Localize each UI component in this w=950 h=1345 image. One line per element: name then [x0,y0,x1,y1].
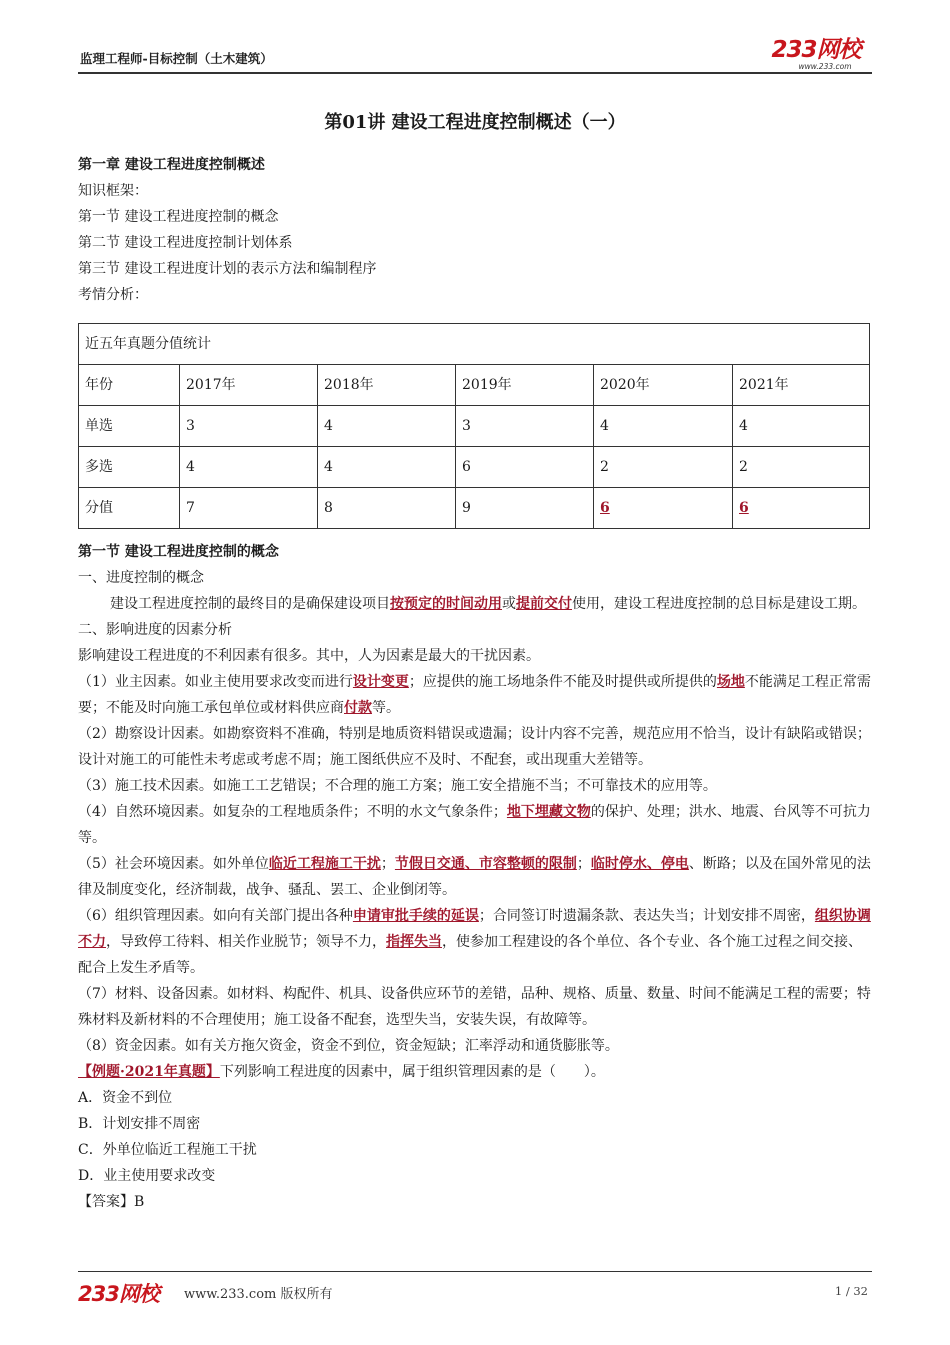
key-term: 临时停水、停电 [590,856,689,872]
table-cell-highlight [594,488,733,529]
table-cell: 3 [456,406,594,447]
table-header-cell: 年份 [79,365,180,406]
key-term: 地下埋藏文物 [506,804,591,820]
table-cell: 6 [456,447,594,488]
table-cell: 8 [318,488,456,529]
analysis-label: 考情分析： [78,287,148,303]
key-term: 场地 [716,674,745,690]
table-cell: 4 [318,406,456,447]
framework-label: 知识框架： [78,183,148,199]
table-header-cell: 2020年 [594,365,733,406]
section-heading: 第一节 建设工程进度控制的概念 [78,544,279,560]
table-header-cell: 2021年 [733,365,870,406]
factor-item: （4）自然环境因素。如复杂的工程地质条件；不明的水文气象条件；地下埋藏文物的保护、处理；洪水、地震、台风等不可抗力等。 [78,804,871,846]
table-caption: 近五年真题分值统计 [79,324,870,365]
logo-url: www.233.com [798,62,852,71]
option-d: D．业主使用要求改变 [78,1168,216,1184]
factor-item: （1）业主因素。如业主使用要求改变而进行设计变更；应提供的施工场地条件不能及时提供或所提供的场地不能满足工程正常需要；不能及时向施工承包单位或材料供应商付款等。 [78,674,871,716]
factor-item: （7）材料、设备因素。如材料、构配件、机具、设备供应环节的差错，品种、规格、质量、数量、时间不能满足工程的需要；特殊材料及新材料的不合理使用；施工设备不配套，选型失当，安装失误，有故障等。 [78,986,871,1028]
key-term: 设计变更 [352,674,409,690]
factor-item: （2）勘察设计因素。如勘察资料不准确，特别是地质资料错误或遗漏；设计内容不完善，规范应用不恰当，设计有缺陷或错误；设计对施工的可能性未考虑或考虑不周；施工图纸供应不及时、不配套，或出现重大差错等。 [78,726,871,768]
key-term: 按预定的时间动用 [390,596,502,612]
table-cell: 4 [733,406,870,447]
answer: 【答案】B [78,1194,145,1210]
table-cell: 3 [180,406,318,447]
key-term: 节假日交通、市容整顿的限制 [394,856,577,872]
paragraph: 影响建设工程进度的不利因素有很多。其中，人为因素是最大的干扰因素。 [78,648,540,664]
subsection-heading: 二、影响进度的因素分析 [78,622,232,638]
section-list-item: 第三节 建设工程进度计划的表示方法和编制程序 [78,261,377,277]
page-number: 1 / 32 [834,1284,868,1298]
option-a: A．资金不到位 [78,1090,173,1106]
brand-logo [760,37,872,73]
table-cell: 2 [733,447,870,488]
example-tag: 【例题·2021年真题】 [78,1064,220,1080]
key-term: 申请审批手续的延误 [352,908,479,924]
document-body [78,152,872,1215]
page-header [78,37,872,80]
table-cell: 单选 [79,406,180,447]
option-c: C．外单位临近工程施工干扰 [78,1142,257,1158]
table-cell: 9 [456,488,594,529]
score-stats-table [78,323,870,529]
section-list-item: 第二节 建设工程进度控制计划体系 [78,235,293,251]
logo-text: 233网校 [771,37,861,63]
table-cell: 4 [180,447,318,488]
table-header-cell: 2018年 [318,365,456,406]
key-term: 指挥失当 [386,934,442,950]
factor-item: （3）施工技术因素。如施工工艺错误；不合理的施工方案；施工安全措施不当；不可靠技术的应用等。 [78,778,717,794]
footer-logo: 233网校 [78,1282,159,1306]
table-cell: 7 [180,488,318,529]
option-b: B．计划安排不周密 [78,1116,201,1132]
subsection-heading: 一、进度控制的概念 [78,570,204,586]
footer-copyright: www.233.com 版权所有 [184,1287,333,1302]
factor-item: （5）社会环境因素。如外单位临近工程施工干扰；节假日交通、市容整顿的限制；临时停水、停电、断路；以及在国外常见的法律及制度变化，经济制裁，战争、骚乱、罢工、企业倒闭等。 [78,856,871,898]
table-row [79,488,870,529]
highlighted-score: 6 [739,500,749,516]
table-caption-row [79,324,870,365]
factor-item: （8）资金因素。如有关方拖欠资金，资金不到位，资金短缺；汇率浮动和通货膨胀等。 [78,1038,619,1054]
table-cell: 分值 [79,488,180,529]
example-question: 【例题·2021年真题】下列影响工程进度的因素中，属于组织管理因素的是（ ）。 [78,1064,605,1080]
factor-item: （6）组织管理因素。如向有关部门提出各种申请审批手续的延误；合同签订时遗漏条款、表达失当；计划安排不周密，组织协调不力，导致停工待料、相关作业脱节；领导不力，指挥失当，使参加工程建设的各个单位、各个专业、各个施工过程之间交接、配合上发生矛盾等。 [78,908,871,976]
footer-divider [78,1271,872,1272]
section-list-item: 第一节 建设工程进度控制的概念 [78,209,279,225]
table-header-cell: 2019年 [456,365,594,406]
document-title: 第01讲 建设工程进度控制概述（一） [324,112,626,133]
table-header-row [79,365,870,406]
table-cell: 4 [318,447,456,488]
table-cell-highlight [733,488,870,529]
key-term: 临近工程施工干扰 [268,856,381,872]
header-divider [78,72,872,74]
chapter-heading: 第一章 建设工程进度控制概述 [78,157,265,173]
table-header-cell: 2017年 [180,365,318,406]
table-cell: 多选 [79,447,180,488]
key-term: 提前交付 [516,596,572,612]
table-row [79,406,870,447]
table-row [79,447,870,488]
highlighted-score: 6 [600,500,610,516]
key-term: 组织协调不力 [78,908,871,950]
table-cell: 2 [594,447,733,488]
table-cell: 4 [594,406,733,447]
key-term: 付款 [344,700,372,716]
header-title: 监理工程师-目标控制（土木建筑） [80,51,273,66]
paragraph: 建设工程进度控制的最终目的是确保建设项目按预定的时间动用或提前交付使用，建设工程进度控制的总目标是建设工期。 [110,596,866,612]
